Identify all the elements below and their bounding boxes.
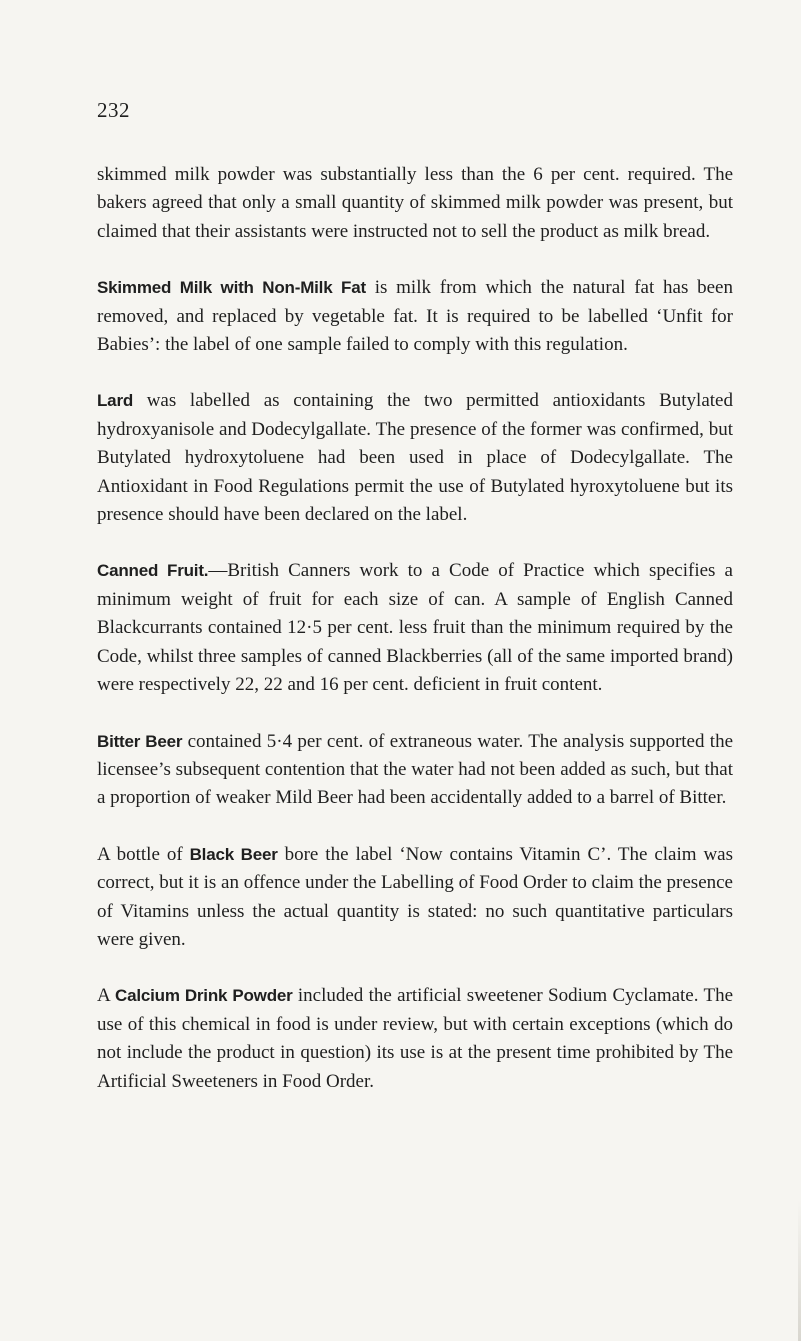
paragraph-body: bore the label ‘Now contains Vitamin C’. The claim was correct, but it is an offence under the Labelling of Food Order to claim the presence of Vitamins unless the actual quantity is stated: no such quantitative particulars were given.	[97, 843, 734, 950]
paragraph-body: is milk from which the natural fat has been removed, and replaced by vegetable fat. It is required to be labelled ‘Unfit for Babies’: the label of one sample failed to comply with this regulation.	[97, 277, 733, 356]
paragraph-body: —British Canners work to a Code of Practice which specifies a minimum weight of fruit for each size of can. A sample of English Canned Blackcurrants contained 12·5 per cent. less fruit than the minimum required by the Code, whilst three samples of canned Blackberries (all of the same imported brand) were respectively 22, 22 and 16 per cent. deficient in fruit content.	[97, 560, 733, 696]
heading-canned-fruit: Canned Fruit.	[97, 561, 209, 581]
page-number: 232	[97, 98, 130, 122]
paragraph-black-beer	[97, 841, 733, 955]
paragraph-body: skimmed milk powder was substantially less than the 6 per cent. required. The bakers agreed that only a small quantity of skimmed milk powder was present, but claimed that their assistants were instructed not to sell the product as milk bread.	[97, 164, 733, 242]
paragraph-calcium-drink	[97, 982, 733, 1096]
paragraph-body: included the artificial sweetener Sodium Cyclamate. The use of this chemical in food is under review, but with certain exceptions (which do not include the product in question) its use is at the present time prohibited by The Artificial Sweeteners in Food Order.	[97, 985, 733, 1092]
paragraph-milk-bread	[97, 161, 733, 246]
paragraph-body: was labelled as containing the two permitted antioxidants Butylated hydroxyanisole and Dodecylgallate. The presence of the former was confirmed, but Butylated hydroxytoluene had been used in place of Dodecylgallate. The Antioxidant in Food Regulations permit the use of Butylated hyroxytoluene but its presence should have been declared on the label.	[97, 390, 733, 526]
document-body	[97, 161, 733, 1124]
heading-skimmed-milk: Skimmed Milk with Non-Milk Fat	[97, 278, 366, 298]
paragraph-canned-fruit	[97, 557, 733, 699]
paragraph-skimmed-milk	[97, 274, 733, 359]
heading-black-beer: Black Beer	[189, 844, 278, 864]
heading-calcium-drink: Calcium Drink Powder	[115, 986, 293, 1006]
heading-bitter-beer: Bitter Beer	[97, 731, 183, 751]
paragraph-lead: A bottle of	[97, 843, 190, 865]
paragraph-body: contained 5·4 per cent. of extraneous water. The analysis supported the licensee’s subsequent contention that the water had not been added as such, but that a proportion of weaker Mild Beer had been accidentally added to a barrel of Bitter.	[97, 730, 734, 809]
paragraph-bitter-beer	[97, 728, 733, 813]
paragraph-lard	[97, 387, 733, 529]
paragraph-lead: A	[97, 985, 115, 1007]
heading-lard: Lard	[97, 391, 134, 411]
